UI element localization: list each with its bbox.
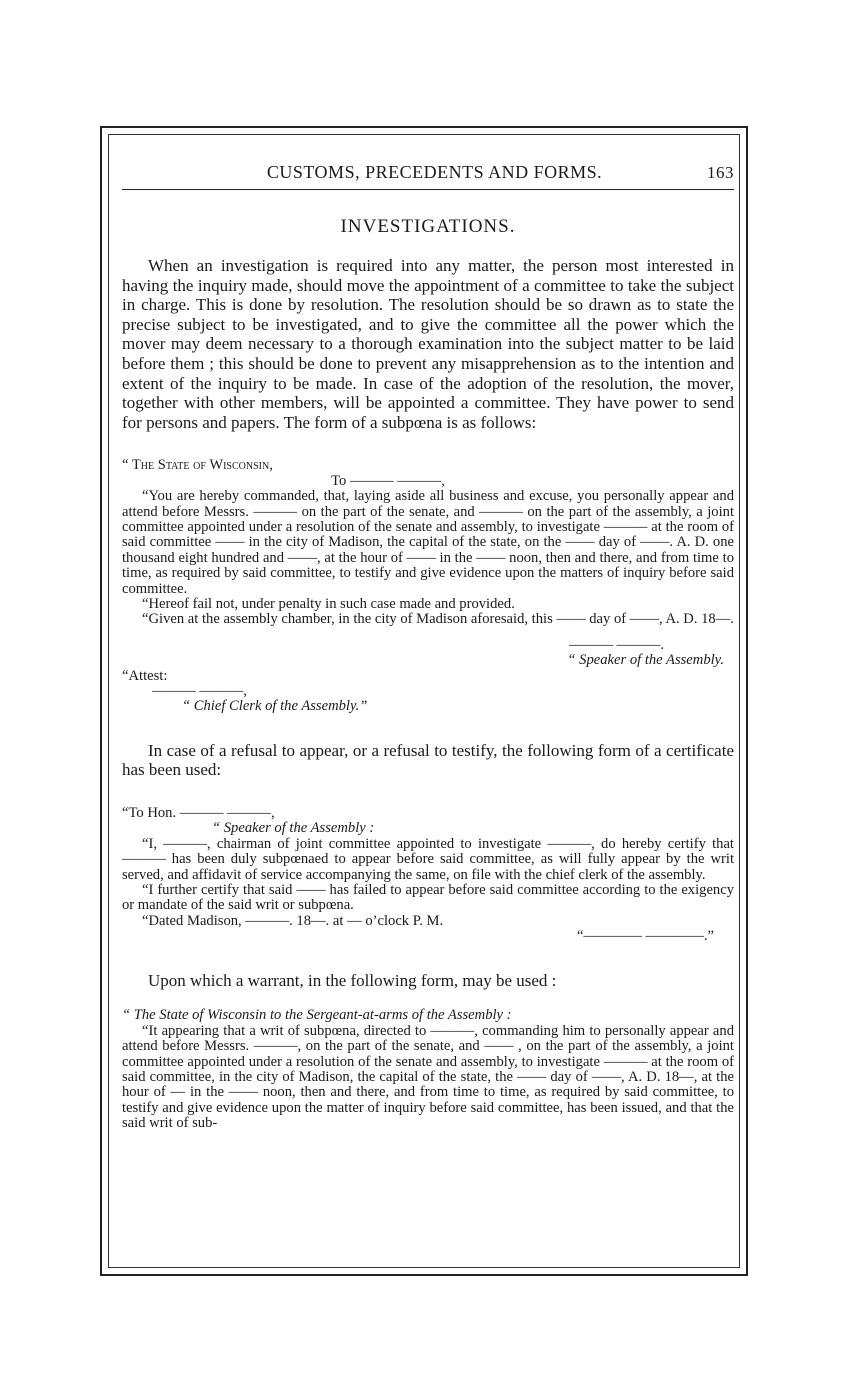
subpoena-to-line: To ——— ———, <box>331 472 445 489</box>
intro-paragraph: When an investigation is required into any matter, the person most interested in having the inquiry made, should move the appointment of a committee to take the subject in charge. This is done by resolution. The resolution should be so drawn as to state the precise subject to be investigated, and to give the committee all the power which the mover may deem necessary to a thorough examination into the subject matter to be laid before them ; this should be done to prevent any misapprehension as to the intention and extent of the inquiry to be made. In case of the adoption of the resolution, the mover, together with other members, will be appointed a committee. They have power to send for persons and papers. The form of a subpœna is as follows: <box>122 256 734 432</box>
certificate-signature: “———— ————.” <box>576 928 714 945</box>
certificate-to-hon: “To Hon. ——— ———, <box>122 805 275 822</box>
clerk-signature-blank: ——— ———, <box>152 683 247 700</box>
certificate-further: “I further certify that said —— has failed to appear before said committee according to the exigency or mandate of the said writ or subpœna. <box>122 882 734 914</box>
section-title: INVESTIGATIONS. <box>340 216 516 237</box>
certificate-form <box>122 806 734 945</box>
page-number: 163 <box>707 163 734 182</box>
warrant-form <box>122 1008 734 1131</box>
clerk-signature: “ Chief Clerk of the Assembly.” <box>182 698 368 715</box>
speaker-signature: “ Speaker of the Assembly. <box>567 652 724 669</box>
certificate-body: “I, ———, chairman of joint committee appointed to investigate ———, do hereby certify that ——— has been duly subpœnaed to appear before said committee, as will fully appear by the writ served, and affidavit of service accompanying the same, on file with the chief clerk of the assembly. <box>122 835 734 883</box>
running-title: CUSTOMS, PRECEDENTS AND FORMS. <box>266 162 603 182</box>
subpoena-fail-not: “Hereof fail not, under penalty in such case made and provided. <box>142 596 515 612</box>
refusal-paragraph: In case of a refusal to appear, or a refusal to testify, the following form of a certificate has been used: <box>122 740 734 780</box>
subpoena-body: “You are hereby commanded, that, laying aside all business and excuse, you personally appear and attend before Messrs. ——— on the part of the senate, and ——— on the part of the assembly, a joint committee appointed under a resolution of the senate and assembly, to investigate ——— at the room of said committee —— in the city of Madison, the capital of the state, on the —— day of ——. A. D. one thousand eight hundred and ——, at the hour of —— in the —— noon, then and there, and from time to time, as required by said committee, to testify and give evidence upon the matters of inquiry before said committee. <box>122 488 734 597</box>
warrant-heading: “ The State of Wisconsin to the Sergeant-at-arms of the Assembly : <box>122 1007 512 1024</box>
book-page <box>122 152 734 1132</box>
certificate-speaker: “ Speaker of the Assembly : <box>212 820 375 837</box>
warrant-paragraph: Upon which a warrant, in the following form, may be used : <box>148 970 557 990</box>
attest-label: “Attest: <box>122 667 168 684</box>
subpoena-form <box>122 458 734 715</box>
running-header <box>122 152 734 190</box>
certificate-dated: “Dated Madison, ———. 18—. at — o’clock P. M. <box>142 912 444 929</box>
subpoena-given: “Given at the assembly chamber, in the city of Madison aforesaid, this —— day of ——, A. D. 18—. <box>142 611 734 628</box>
subpoena-heading: “ The State of Wisconsin, <box>122 457 273 474</box>
speaker-signature-blank: ——— ———. <box>569 636 664 653</box>
warrant-body: “It appearing that a writ of subpœna, directed to ———, commanding him to personally appear and attend before Messrs. ———, on the part of the senate, and —— , on the part of the assembly, a joint committee appointed under a resolution of the senate and assembly, to investigate ——— at the room of said committee, in the city of Madison, the capital of the state, the —— day of ——, A. D. 18—, at the hour of — in the —— noon, then and there, and from time to time, as required by said committee, to testify and give evidence upon the matter of inquiry before said committee, has been issued, and that the said writ of sub- <box>122 1022 734 1132</box>
